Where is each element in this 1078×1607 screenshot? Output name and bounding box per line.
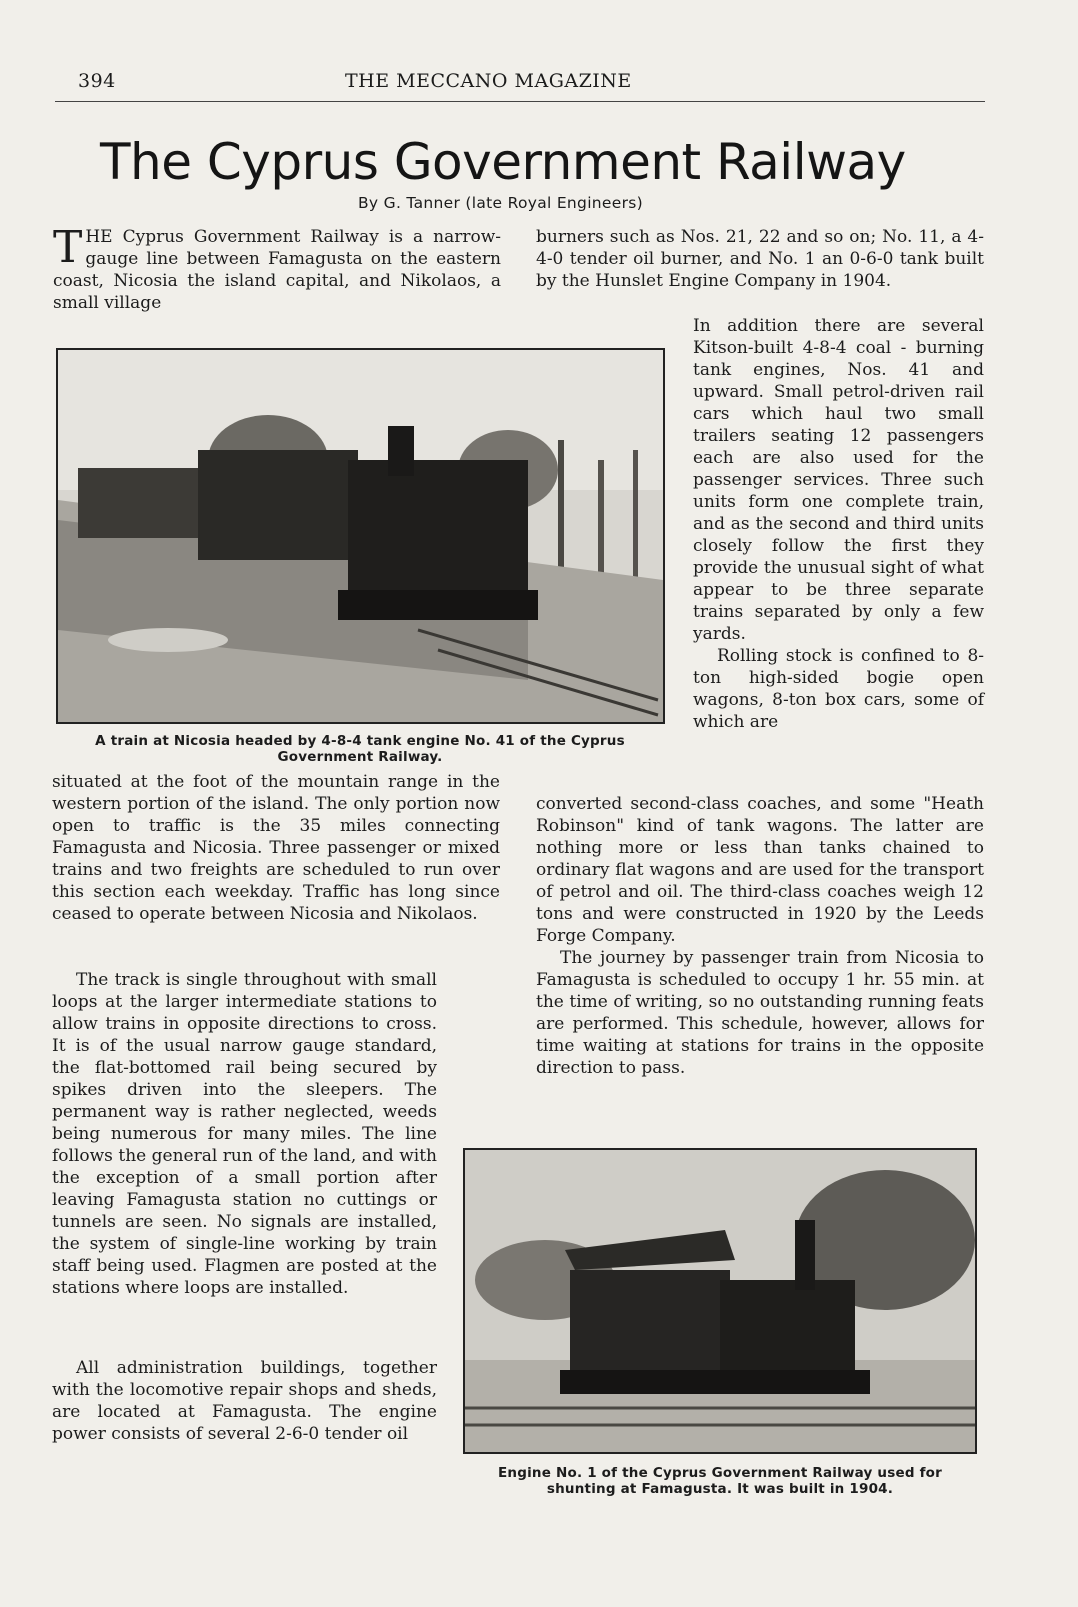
article-title: The Cyprus Government Railway (100, 133, 906, 191)
col2-paragraph-top: burners such as Nos. 21, 22 and so on; No. 11, a 4-4-0 tender oil burner, and No. 1 an 0-6-0 tank built by the Hunslet Engine Company in 1904. (536, 227, 984, 291)
engine-photo (463, 1148, 977, 1454)
figure-1-caption: A train at Nicosia headed by 4-8-4 tank engine No. 41 of the Cyprus Government Railway. (95, 733, 625, 765)
magazine-title: THE MECCANO MAGAZINE (345, 70, 632, 92)
col1-paragraph-mid: situated at the foot of the mountain range in the western portion of the island. The only portion now open to traffic is the 35 miles connecting Famagusta and Nicosia. Three passenger or mixed trains and two freights are scheduled to run over this section each weekday. Traffic has long since ceased to operate between Nicosia and Nikolaos. (52, 772, 500, 924)
col1-paragraph-admin: All administration buildings, together with the locomotive repair shops and sheds, are located at Famagusta. The engine power consists of several 2-6-0 tender oil (52, 1358, 437, 1444)
drop-cap: T (53, 222, 83, 273)
train-photo-image (58, 350, 663, 722)
article-byline: By G. Tanner (late Royal Engineers) (358, 194, 643, 212)
col2-paragraph-wide: converted second-class coaches, and some "Heath Robinson" kind of tank wagons. The latter are nothing more or less than tanks chained to ordinary flat wagons and are used for the transport of petrol and oil. The third-class coaches weigh 12 tons and were constructed in 1920 by the Leeds Forge Company. (536, 794, 984, 946)
column-2-narrow (693, 315, 984, 733)
header-rule (55, 101, 985, 102)
col1-paragraph-track: The track is single throughout with small loops at the larger intermediate stations to allow trains in opposite directions to cross. It is of the usual narrow gauge standard, the flat-bottomed rail being secured by spikes driven into the sleepers. The permanent way is rather neglected, weeds being numerous for many miles. The line follows the general run of the land, and with the exception of a small portion after leaving Famagusta station no cuttings or tunnels are seen. No signals are installed, the system of single-line working by train staff being used. Flagmen are posted at the stations where loops are installed. (52, 970, 437, 1298)
column-2-wide (536, 793, 984, 1079)
col2-paragraph-narrow-1: In addition there are several Kitson-built 4-8-4 coal - burning tank engines, Nos. 41 and upward. Small petrol-driven rail cars which haul two small trailers seating 12 passengers each are also used for the passenger services. Three such units form one complete train, and as the second and third units closely follow the first they provide the unusual sight of what appear to be three separate trains separated by only a few yards. (693, 316, 984, 644)
col2-paragraph-narrow-2: Rolling stock is confined to 8-ton high-sided bogie open wagons, 8-ton box cars, some of which are (693, 646, 984, 732)
column-1-continued (52, 771, 500, 925)
col2-paragraph-journey: The journey by passenger train from Nicosia to Famagusta is scheduled to occupy 1 hr. 55 min. at the time of writing, so no outstanding running feats are performed. This schedule, however, allows for time waiting at stations for trains in the opposite direction to pass. (536, 948, 984, 1078)
engine-photo-image (465, 1150, 975, 1452)
column-2-top (536, 226, 984, 292)
figure-2-caption: Engine No. 1 of the Cyprus Government Railway used for shunting at Famagusta. It was built in 1904. (498, 1465, 942, 1497)
track-paragraph-wide (52, 969, 500, 1299)
page-number: 394 (78, 70, 116, 92)
intro-text: HE Cyprus Government Railway is a narrow-gauge line between Famagusta on the eastern coast, Nicosia the island capital, and Nikolaos, a small village (53, 227, 501, 313)
train-photo (56, 348, 665, 724)
intro-paragraph (53, 222, 501, 314)
admin-paragraph (52, 1357, 437, 1445)
